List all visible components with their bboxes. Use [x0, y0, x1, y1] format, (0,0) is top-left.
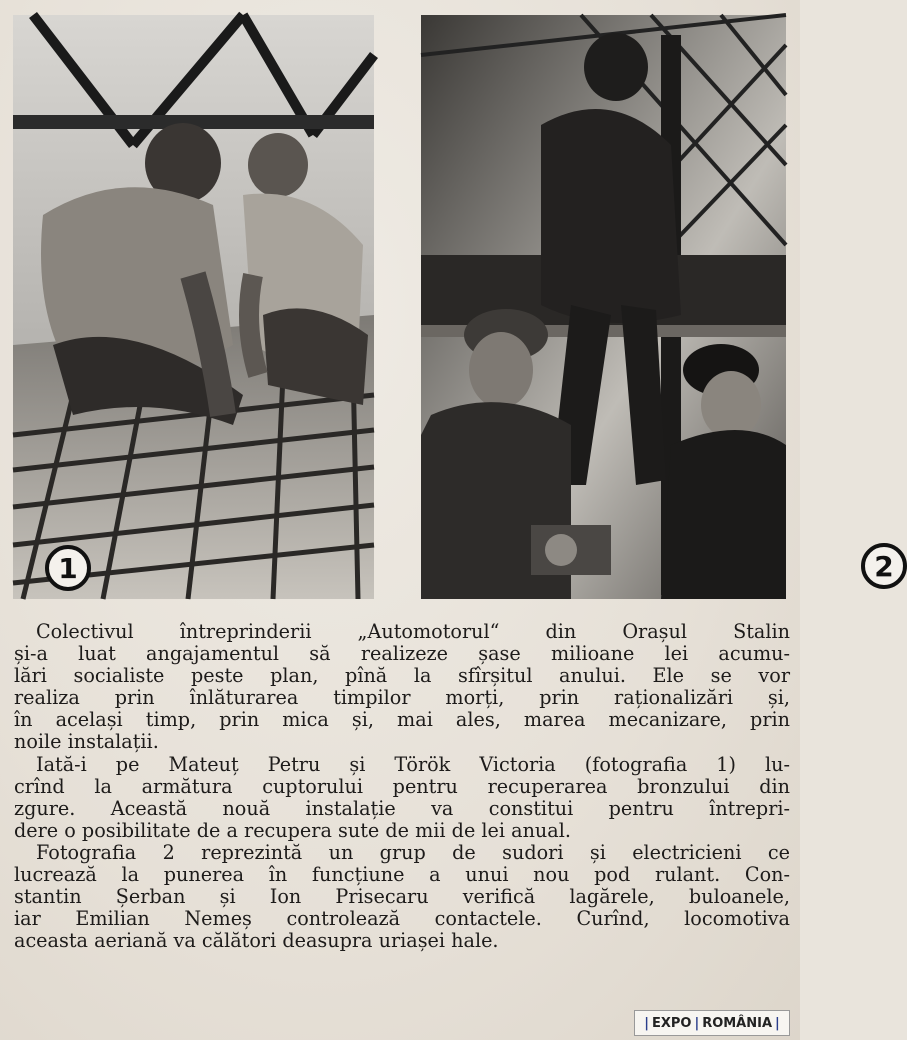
photo-1-image — [13, 15, 374, 599]
caption-paragraph-2 — [14, 754, 790, 842]
caption-line: și-a luat angajamentul să realizeze șase milioane lei acumu- — [14, 642, 790, 666]
photo-2-number: 2 — [874, 549, 894, 583]
expo-romania-watermark: | EXPO | ROMÂNIA | — [634, 1010, 790, 1036]
photo-2-number-badge — [861, 543, 907, 589]
caption-line: Iată-i pe Mateuț Petru și Török Victoria (fotografia 1) lu- — [36, 752, 790, 776]
caption-line: zgure. Această nouă instalație va constitui pentru întrepri- — [14, 796, 790, 820]
caption-line: lări socialiste peste plan, pînă la sfîrșitul anului. Ele se vor — [14, 664, 790, 688]
watermark-right: ROMÂNIA — [702, 1015, 773, 1031]
watermark-left: EXPO — [651, 1015, 692, 1031]
caption-line: dere o posibilitate de a recupera sute de mii de lei anual. — [14, 818, 571, 842]
caption-paragraph-3 — [14, 842, 790, 952]
caption-line: în același timp, prin mica și, mai ales, marea mecanizare, prin — [14, 708, 790, 732]
caption-line: noile instalații. — [14, 730, 159, 754]
caption-line: Fotografia 2 reprezintă un grup de sudori și electricieni ce — [36, 840, 790, 864]
caption-line: iar Emilian Nemeș controlează contactele. Curînd, locomotiva — [14, 907, 790, 931]
article-caption — [14, 621, 790, 952]
photo-1-workers-kneeling — [13, 15, 374, 599]
caption-line: lucrează la punerea în funcțiune a unui nou pod rulant. Con- — [14, 863, 790, 887]
caption-line: Colectivul întreprinderii „Automotorul“ din Orașul Stalin — [36, 620, 790, 643]
photo-2-image — [421, 15, 786, 599]
caption-paragraph-1 — [14, 621, 790, 754]
photo-1-number-badge — [45, 545, 91, 591]
caption-line: crînd la armătura cuptorului pentru recuperarea bronzului din — [14, 774, 790, 798]
caption-line: aceasta aeriană va călători deasupra uriașei hale. — [14, 929, 499, 953]
caption-line: realiza prin înlăturarea timpilor morți, prin raționalizări și, — [14, 686, 790, 710]
photo-2-welders-electricians — [421, 15, 894, 599]
caption-line: stantin Șerban și Ion Prisecaru verifică lagărele, buloanele, — [14, 885, 790, 909]
photo-1-number: 1 — [58, 551, 78, 585]
